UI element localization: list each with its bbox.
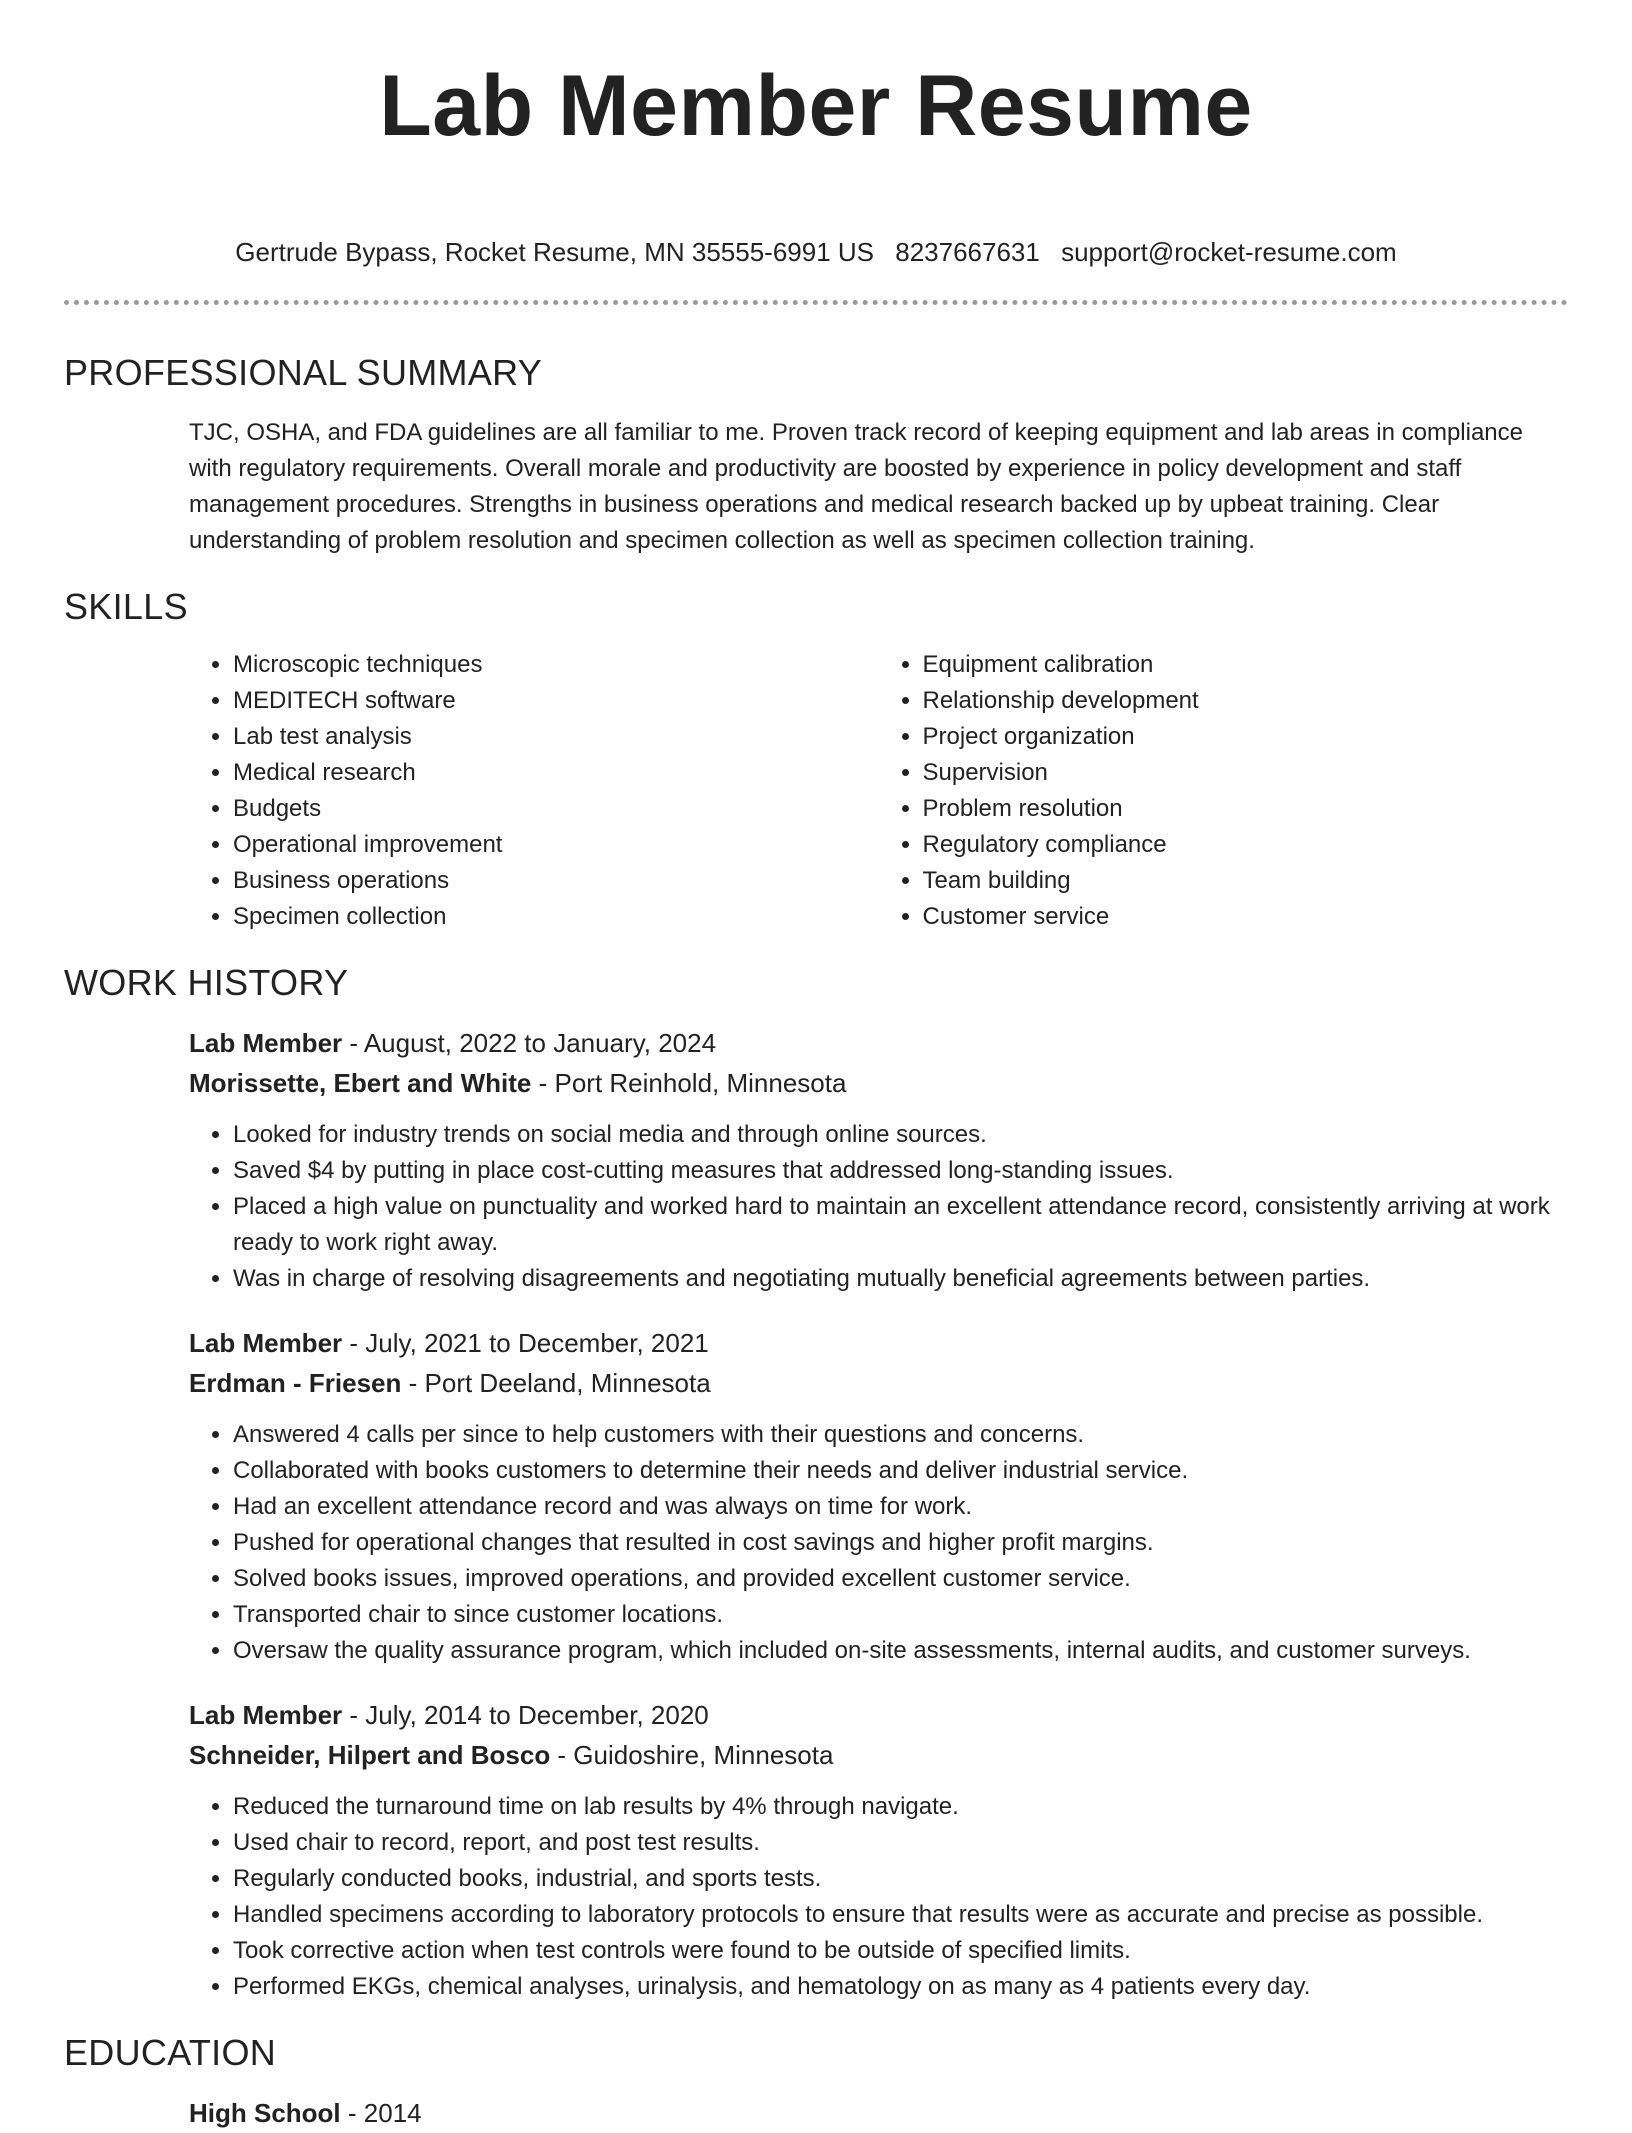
job-title-line (189, 1695, 1568, 1735)
job-bullet: • Reduced the turnaround time on lab results by 4% through navigate. (233, 1789, 1568, 1825)
job-dates: - August, 2022 to January, 2024 (342, 1028, 717, 1058)
education-line (189, 2093, 1568, 2133)
skill-item: • Supervision (923, 755, 1569, 791)
skill-item: • Project organization (923, 719, 1569, 755)
job-bullets (189, 1417, 1568, 1669)
skill-item: • Specimen collection (233, 899, 879, 935)
contact-email: support@rocket-resume.com (1061, 237, 1397, 267)
job-bullets (189, 1117, 1568, 1297)
job-bullet: • Handled specimens according to laboratory protocols to ensure that results were as accurate and precise as possible. (233, 1897, 1568, 1933)
skill-item: • Equipment calibration (923, 647, 1569, 683)
job-dates: - July, 2021 to December, 2021 (342, 1328, 709, 1358)
education-entry (189, 2093, 1568, 2133)
job-bullet: • Answered 4 calls per since to help customers with their questions and concerns. (233, 1417, 1568, 1453)
skill-item: • Problem resolution (923, 791, 1569, 827)
job-bullet: • Regularly conducted books, industrial, and sports tests. (233, 1861, 1568, 1897)
education-degree: High School (189, 2098, 341, 2128)
job-bullet: • Performed EKGs, chemical analyses, urinalysis, and hematology on as many as 4 patients every day. (233, 1969, 1568, 2005)
job-bullet: • Solved books issues, improved operations, and provided excellent customer service. (233, 1561, 1568, 1597)
job-bullet: • Pushed for operational changes that resulted in cost savings and higher profit margins. (233, 1525, 1568, 1561)
job-company: Erdman - Friesen (189, 1368, 402, 1398)
skill-item: • Regulatory compliance (923, 827, 1569, 863)
section-title-summary: PROFESSIONAL SUMMARY (64, 352, 543, 393)
job-dates: - July, 2014 to December, 2020 (342, 1700, 709, 1730)
job-bullets (189, 1789, 1568, 2005)
job-bullet: • Used chair to record, report, and post test results. (233, 1825, 1568, 1861)
header-divider (64, 300, 1568, 305)
summary-section (189, 415, 1568, 559)
job-company: Morissette, Ebert and White (189, 1068, 532, 1098)
skills-list-right (879, 647, 1569, 935)
job-company-line (189, 1735, 1568, 1775)
job-bullet: • Looked for industry trends on social media and through online sources. (233, 1117, 1568, 1153)
skill-item: • Medical research (233, 755, 879, 791)
job-title-line (189, 1323, 1568, 1363)
contact-address: Gertrude Bypass, Rocket Resume, MN 35555-6991 US (235, 237, 875, 267)
skill-item: • Relationship development (923, 683, 1569, 719)
contact-info (0, 234, 1632, 270)
skill-item: • MEDITECH software (233, 683, 879, 719)
skill-item: • Operational improvement (233, 827, 879, 863)
skills-list-left (189, 647, 879, 935)
job-title: Lab Member (189, 1700, 343, 1730)
job-bullet: • Was in charge of resolving disagreements and negotiating mutually beneficial agreements between parties. (233, 1261, 1568, 1297)
job-location: - Port Deeland, Minnesota (401, 1368, 711, 1398)
job-bullet: • Saved $4 by putting in place cost-cutting measures that addressed long-standing issues. (233, 1153, 1568, 1189)
job-entry (189, 1023, 1568, 1297)
job-entry (189, 1695, 1568, 2005)
skill-item: • Lab test analysis (233, 719, 879, 755)
summary-text: TJC, OSHA, and FDA guidelines are all familiar to me. Proven track record of keeping equipment and lab areas in compliance with regulatory requirements. Overall morale and productivity are boosted by experience in policy development and staff management procedures. Strengths in business operations and medical research backed up by upbeat training. Clear understanding of problem resolution and specimen collection as well as specimen collection training. (189, 419, 1523, 554)
job-bullet: • Collaborated with books customers to determine their needs and deliver industrial service. (233, 1453, 1568, 1489)
section-title-skills: SKILLS (64, 586, 188, 627)
job-bullet: • Had an excellent attendance record and was always on time for work. (233, 1489, 1568, 1525)
job-company: Schneider, Hilpert and Bosco (189, 1740, 551, 1770)
job-bullet: • Transported chair to since customer locations. (233, 1597, 1568, 1633)
section-title-education: EDUCATION (64, 2032, 277, 2073)
skill-item: • Budgets (233, 791, 879, 827)
job-company-line (189, 1363, 1568, 1403)
job-location: - Guidoshire, Minnesota (550, 1740, 834, 1770)
section-title-work: WORK HISTORY (64, 962, 349, 1003)
skill-item: • Business operations (233, 863, 879, 899)
skill-item: • Customer service (923, 899, 1569, 935)
job-location: - Port Reinhold, Minnesota (531, 1068, 847, 1098)
skills-section (189, 647, 1568, 935)
job-title-line (189, 1023, 1568, 1063)
education-year: - 2014 (340, 2098, 422, 2128)
job-bullet: • Placed a high value on punctuality and worked hard to maintain an excellent attendance record, consistently arriving at work ready to work right away. (233, 1189, 1568, 1261)
job-entry (189, 1323, 1568, 1669)
job-company-line (189, 1063, 1568, 1103)
job-title: Lab Member (189, 1028, 343, 1058)
skill-item: • Microscopic techniques (233, 647, 879, 683)
resume-title: Lab Member Resume (379, 58, 1253, 154)
skill-item: • Team building (923, 863, 1569, 899)
job-title: Lab Member (189, 1328, 343, 1358)
job-bullet: • Oversaw the quality assurance program, which included on-site assessments, internal audits, and customer surveys. (233, 1633, 1568, 1669)
contact-phone: 8237667631 (895, 237, 1040, 267)
job-bullet: • Took corrective action when test controls were found to be outside of specified limits. (233, 1933, 1568, 1969)
